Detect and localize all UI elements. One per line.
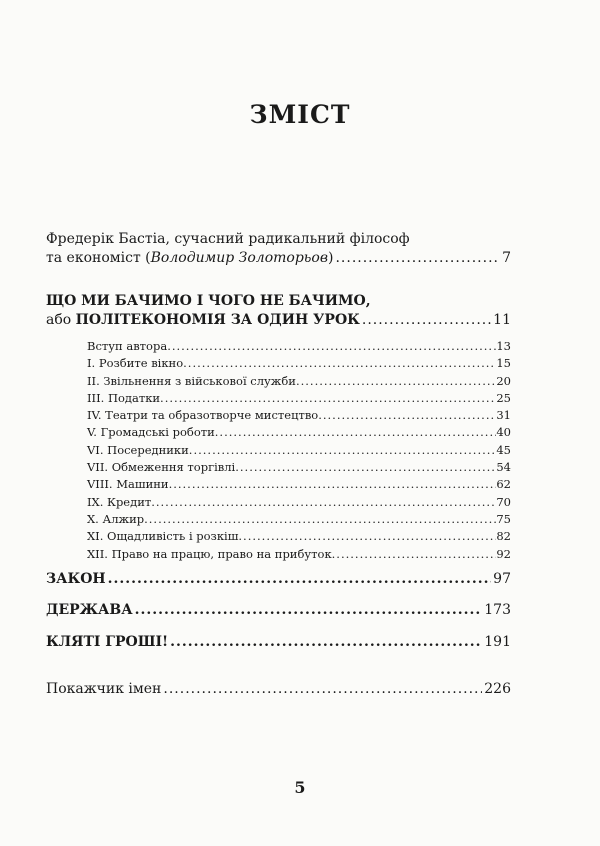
toc-entry-section1[interactable]	[46, 292, 511, 330]
toc-subentry[interactable]	[87, 390, 511, 407]
page-ref: 97	[493, 571, 511, 587]
toc-subentry[interactable]	[87, 476, 511, 493]
toc-subentry[interactable]	[87, 424, 511, 441]
dot-leader	[296, 373, 496, 390]
dot-leader	[169, 476, 497, 493]
dot-leader	[238, 528, 496, 545]
dot-leader	[189, 442, 497, 459]
entry-label: XI. Ощадливість і розкіш	[87, 529, 239, 544]
entry-label: VII. Обмеження торгівлі	[87, 460, 236, 475]
entry-label-line2: або ПОЛІТЕКОНОМІЯ ЗА ОДИН УРОК	[46, 312, 360, 328]
toc-entry-main[interactable]	[46, 570, 511, 589]
toc-subentry[interactable]	[87, 459, 511, 476]
page-ref: 82	[496, 529, 511, 544]
dot-leader	[215, 424, 497, 441]
dot-leader	[135, 601, 483, 620]
toc-subentry[interactable]	[87, 407, 511, 424]
toc-subentry[interactable]	[87, 494, 511, 511]
dot-leader	[167, 338, 496, 355]
toc-entry-index[interactable]	[46, 680, 511, 699]
dot-leader	[151, 494, 496, 511]
dot-leader	[183, 355, 496, 372]
page-ref: 75	[496, 511, 511, 526]
entry-label: XII. Право на працю, право на прибуток	[87, 546, 332, 561]
dot-leader	[332, 546, 497, 563]
page-ref: 92	[496, 546, 511, 561]
entry-label-line1: Фредерік Бастіа, сучасний радикальний філософ	[46, 231, 410, 247]
dot-leader	[235, 459, 496, 476]
page-ref: 62	[496, 477, 511, 492]
toc-subentry[interactable]	[87, 338, 511, 355]
dot-leader	[362, 311, 491, 330]
toc-subentry[interactable]	[87, 373, 511, 390]
entry-label: V. Громадські роботи	[87, 425, 215, 440]
entry-label: III. Податки	[87, 390, 161, 405]
page-ref: 11	[493, 312, 511, 328]
page-ref: 173	[484, 602, 511, 618]
entry-label: VI. Посередники	[87, 442, 189, 457]
page-number: 5	[294, 778, 306, 797]
dot-leader	[160, 390, 496, 407]
dot-leader	[163, 680, 482, 699]
entry-label: II. Звільнення з військової служби	[87, 373, 296, 388]
page-ref: 13	[496, 339, 511, 353]
toc-entry-main[interactable]	[46, 601, 511, 620]
entry-label: IV. Театри та образотворче мистецтво	[87, 408, 319, 423]
entry-label: Вступ автора	[87, 339, 168, 353]
dot-leader	[335, 249, 500, 268]
page-ref: 191	[484, 634, 511, 650]
page-ref: 226	[484, 681, 511, 697]
toc-entry-intro[interactable]	[46, 230, 511, 268]
subentry-list	[87, 338, 511, 563]
dot-leader	[318, 407, 496, 424]
page-ref: 31	[496, 408, 511, 423]
entry-label: Покажчик імен	[46, 681, 162, 697]
toc-entry-main[interactable]	[46, 633, 511, 652]
dot-leader	[108, 570, 492, 589]
entry-label: ЗАКОН	[46, 571, 106, 587]
entry-label: IX. Кредит	[87, 494, 152, 509]
toc-subentry[interactable]	[87, 528, 511, 545]
page-ref: 40	[496, 425, 511, 440]
page-ref: 54	[496, 460, 511, 475]
page-ref: 15	[496, 356, 511, 371]
page-ref: 70	[496, 494, 511, 509]
dot-leader	[170, 633, 482, 652]
page-ref: 7	[502, 250, 511, 266]
dot-leader	[144, 511, 496, 528]
entry-label: VIII. Машини	[87, 477, 169, 492]
page-ref: 45	[496, 442, 511, 457]
toc-subentry[interactable]	[87, 546, 511, 563]
toc-subentry[interactable]	[87, 442, 511, 459]
entry-label: КЛЯТІ ГРОШІ!	[46, 634, 169, 650]
entry-label: I. Розбите вікно	[87, 356, 184, 371]
entry-label: X. Алжир	[87, 511, 145, 526]
entry-label-line2: та економіст (Володимир Золоторьов)	[46, 250, 334, 266]
toc-subentry[interactable]	[87, 511, 511, 528]
entry-label: ДЕРЖАВА	[46, 602, 133, 618]
page-ref: 20	[496, 373, 511, 388]
page-ref: 25	[496, 390, 511, 405]
page-title: ЗМІСТ	[249, 100, 351, 129]
toc-subentry[interactable]	[87, 355, 511, 372]
entry-label-line1: ЩО МИ БАЧИМО І ЧОГО НЕ БАЧИМО,	[46, 293, 371, 309]
